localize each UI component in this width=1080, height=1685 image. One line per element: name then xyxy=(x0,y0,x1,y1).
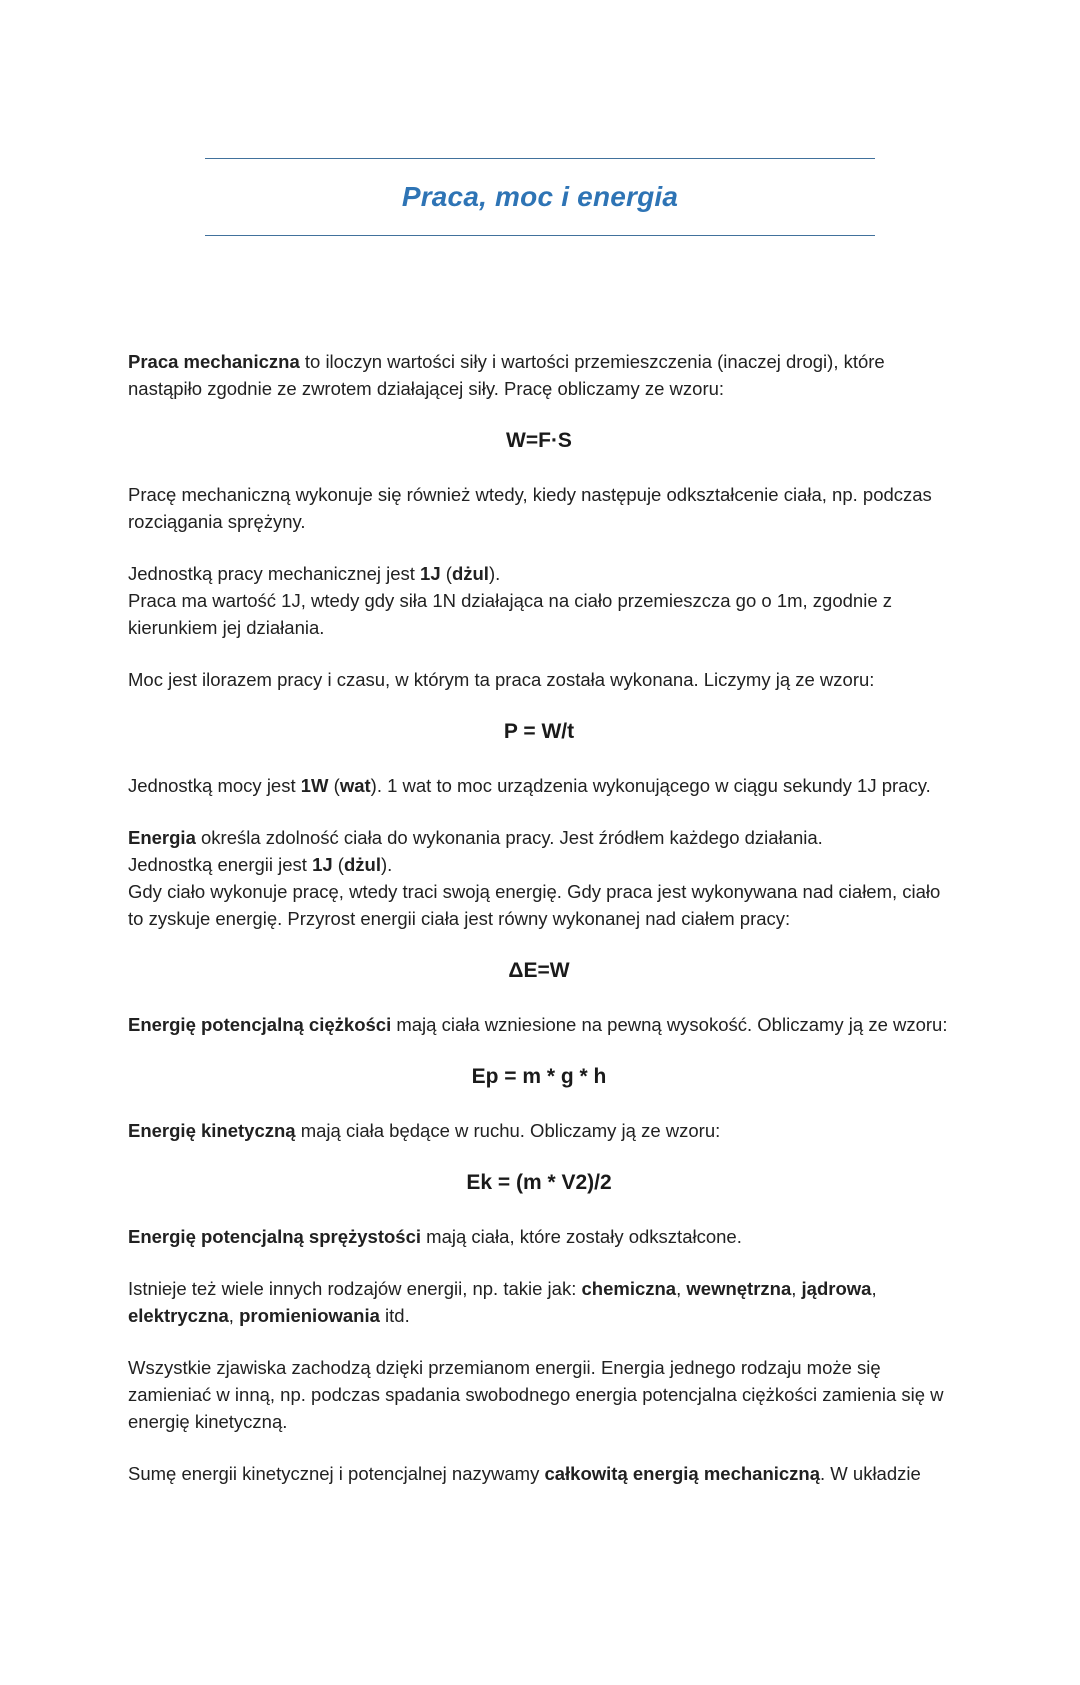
bold-text-run: Energię potencjalną sprężystości xyxy=(128,1226,422,1247)
text-run: ( xyxy=(332,854,344,875)
bold-text-run: jądrowa xyxy=(801,1278,872,1299)
formula: Ek = (m * V2)/2 xyxy=(466,1171,612,1194)
bold-text-run: całkowitą energią mechaniczną xyxy=(544,1463,821,1484)
text-run: mają ciała, które zostały odkształcone. xyxy=(421,1226,742,1247)
paragraph xyxy=(128,1354,950,1435)
bold-text-run: dżul xyxy=(451,563,489,584)
paragraph xyxy=(128,348,950,402)
bold-text-run: elektryczna xyxy=(128,1305,229,1326)
bold-text-run: Praca mechaniczna xyxy=(128,351,300,372)
paragraph xyxy=(128,772,950,799)
text-run: ). xyxy=(488,563,501,584)
paragraph xyxy=(128,1011,950,1038)
text-run: ( xyxy=(328,775,340,796)
bold-text-run: wewnętrzna xyxy=(686,1278,792,1299)
paragraph xyxy=(128,1223,950,1250)
bold-text-run: 1J xyxy=(420,563,441,584)
paragraph xyxy=(128,1460,950,1487)
text-run: , xyxy=(871,1278,877,1299)
paragraph xyxy=(128,1117,950,1144)
text-run: to iloczyn wartości siły i wartości przemieszczenia (inaczej drogi), które nastąpiło zgodnie ze zwrotem działającej siły. Pracę obliczamy ze wzoru: xyxy=(128,351,885,399)
text-run: Pracę mechaniczną wykonuje się również wtedy, kiedy następuje odkształcenie ciała, np. podczas rozciągania sprężyny. xyxy=(128,484,932,532)
formula: W=F·S xyxy=(506,429,572,452)
paragraph xyxy=(128,824,950,932)
text-run: , xyxy=(791,1278,802,1299)
text-run: Moc jest ilorazem pracy i czasu, w którym ta praca została wykonana. Liczymy ją ze wzoru: xyxy=(128,669,875,690)
bold-text-run: wat xyxy=(339,775,371,796)
bold-text-run: 1W xyxy=(300,775,329,796)
paragraph xyxy=(128,560,950,641)
text-run: ). xyxy=(380,854,393,875)
formula: Ep = m * g * h xyxy=(471,1065,607,1088)
bold-text-run: dżul xyxy=(343,854,381,875)
text-run: Jednostką energii jest xyxy=(128,854,313,875)
text-run: Sumę energii kinetycznej i potencjalnej nazywamy xyxy=(128,1463,545,1484)
text-run: Wszystkie zjawiska zachodzą dzięki przemianom energii. Energia jednego rodzaju może się zamieniać w inną, np. podczas spadania swobodnego energia potencjalna ciężkości zamienia się w energię kinetyczną. xyxy=(128,1357,944,1432)
text-run: itd. xyxy=(379,1305,410,1326)
text-run: Gdy ciało wykonuje pracę, wtedy traci swoją energię. Gdy praca jest wykonywana nad ciałem, ciało to zyskuje energię. Przyrost energii ciała jest równy wykonanej nad ciałem pracy: xyxy=(128,881,941,929)
bold-text-run: chemiczna xyxy=(581,1278,677,1299)
paragraph xyxy=(128,666,950,693)
bold-text-run: promieniowania xyxy=(239,1305,380,1326)
text-run: , xyxy=(228,1305,240,1326)
text-run: mają ciała wzniesione na pewną wysokość. Obliczamy ją ze wzoru: xyxy=(391,1014,948,1035)
text-run: , xyxy=(676,1278,687,1299)
bold-text-run: Energia xyxy=(128,827,196,848)
title-block xyxy=(205,158,875,236)
text-run: . W układzie xyxy=(820,1463,921,1484)
text-run: Jednostką pracy mechanicznej jest xyxy=(128,563,421,584)
text-run: ). 1 wat to moc urządzenia wykonującego w ciągu sekundy 1J pracy. xyxy=(370,775,931,796)
paragraph xyxy=(128,1275,950,1329)
text-run: mają ciała będące w ruchu. Obliczamy ją ze wzoru: xyxy=(295,1120,721,1141)
text-run: określa zdolność ciała do wykonania pracy. Jest źródłem każdego działania. xyxy=(195,827,823,848)
document-body xyxy=(128,348,950,1487)
bold-text-run: 1J xyxy=(312,854,333,875)
paragraph xyxy=(128,481,950,535)
text-run: ( xyxy=(440,563,452,584)
text-run: Praca ma wartość 1J, wtedy gdy siła 1N działająca na ciało przemieszcza go o 1m, zgodnie z kierunkiem jej działania. xyxy=(128,590,892,638)
page-title: Praca, moc i energia xyxy=(401,181,679,212)
formula: ΔE=W xyxy=(508,959,570,982)
bold-text-run: Energię kinetyczną xyxy=(128,1120,296,1141)
text-run: Jednostką mocy jest xyxy=(128,775,301,796)
formula: P = W/t xyxy=(503,720,575,743)
bold-text-run: Energię potencjalną ciężkości xyxy=(128,1014,392,1035)
text-run: Istnieje też wiele innych rodzajów energii, np. takie jak: xyxy=(128,1278,582,1299)
